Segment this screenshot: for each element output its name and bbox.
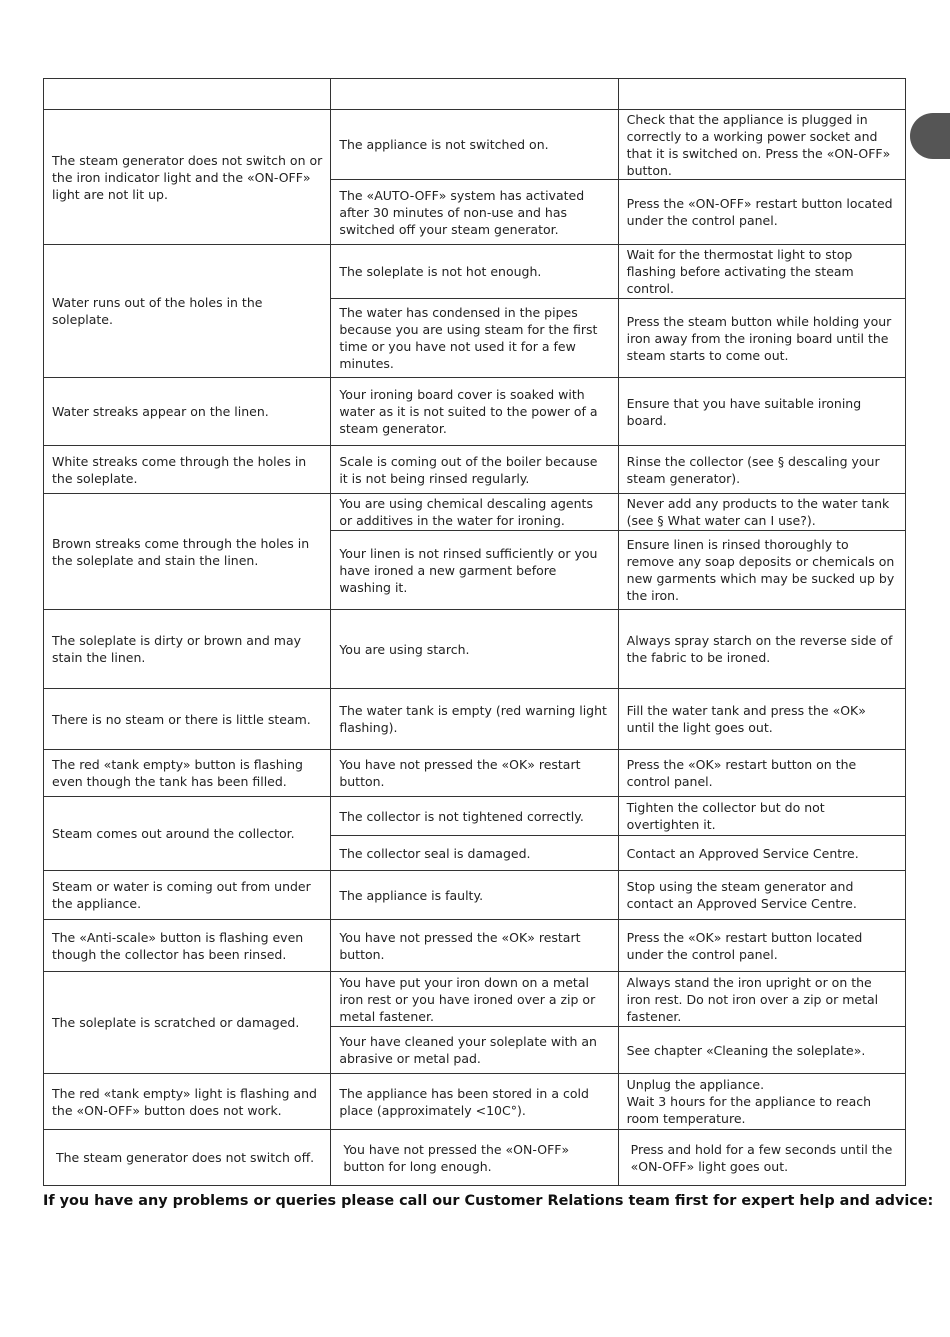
- problem-cell: The steam generator does not switch off.: [44, 1130, 331, 1186]
- solution-cell: Tighten the collector but do not overtighten it.: [618, 797, 905, 836]
- cause-cell: You have not pressed the «OK» restart button.: [331, 920, 618, 972]
- solution-cell: Always spray starch on the reverse side of the fabric to be ironed.: [618, 610, 905, 689]
- table-row: [44, 920, 906, 972]
- solution-cell: Press the «OK» restart button located under the control panel.: [618, 920, 905, 972]
- table-row: [44, 446, 906, 494]
- problem-cell: There is no steam or there is little steam.: [44, 689, 331, 750]
- problem-cell: The red «tank empty» light is flashing and the «ON-OFF» button does not work.: [44, 1074, 331, 1130]
- section-tab-marker: [910, 113, 950, 159]
- table-header-row: [44, 79, 906, 110]
- solution-cell: Press and hold for a few seconds until the «ON-OFF» light goes out.: [618, 1130, 905, 1186]
- table-row: [44, 610, 906, 689]
- cause-cell: The appliance is faulty.: [331, 871, 618, 920]
- problem-cell: The red «tank empty» button is flashing even though the tank has been filled.: [44, 750, 331, 797]
- customer-relations-note: If you have any problems or queries please call our Customer Relations team first for expert help and advice:: [43, 1193, 934, 1209]
- cause-cell: You are using chemical descaling agents or additives in the water for ironing.: [331, 494, 618, 531]
- problem-cell: The «Anti-scale» button is flashing even though the collector has been rinsed.: [44, 920, 331, 972]
- cause-cell: You have not pressed the «OK» restart button.: [331, 750, 618, 797]
- table-row: [44, 1130, 906, 1186]
- problem-cell: Water streaks appear on the linen.: [44, 378, 331, 446]
- header-solution: [618, 79, 905, 110]
- problem-cell: The soleplate is scratched or damaged.: [44, 972, 331, 1074]
- solution-cell: Never add any products to the water tank (see § What water can I use?).: [618, 494, 905, 531]
- cause-cell: The «AUTO-OFF» system has activated after 30 minutes of non-use and has switched off your steam generator.: [331, 180, 618, 245]
- cause-cell: Your linen is not rinsed sufficiently or you have ironed a new garment before washing it.: [331, 531, 618, 610]
- solution-cell: Contact an Approved Service Centre.: [618, 836, 905, 871]
- solution-cell: See chapter «Cleaning the soleplate».: [618, 1027, 905, 1074]
- cause-cell: Scale is coming out of the boiler because it is not being rinsed regularly.: [331, 446, 618, 494]
- table-row: [44, 797, 906, 836]
- problem-cell: Brown streaks come through the holes in the soleplate and stain the linen.: [44, 494, 331, 610]
- solution-cell: Press the steam button while holding your iron away from the ironing board until the steam starts to come out.: [618, 299, 905, 378]
- solution-cell: Press the «ON-OFF» restart button located under the control panel.: [618, 180, 905, 245]
- troubleshooting-table: [43, 78, 906, 1186]
- problem-cell: The steam generator does not switch on or the iron indicator light and the «ON-OFF» light are not lit up.: [44, 110, 331, 245]
- table-row: [44, 750, 906, 797]
- table-row: [44, 871, 906, 920]
- cause-cell: You have put your iron down on a metal iron rest or you have ironed over a zip or metal fastener.: [331, 972, 618, 1027]
- solution-cell: Rinse the collector (see § descaling your steam generator).: [618, 446, 905, 494]
- table-row: [44, 689, 906, 750]
- cause-cell: You are using starch.: [331, 610, 618, 689]
- problem-cell: Steam comes out around the collector.: [44, 797, 331, 871]
- solution-cell: Check that the appliance is plugged in correctly to a working power socket and that it is switched on. Press the «ON-OFF» button.: [618, 110, 905, 180]
- header-problem: [44, 79, 331, 110]
- cause-cell: The appliance has been stored in a cold place (approximately <10C°).: [331, 1074, 618, 1130]
- table-row: [44, 494, 906, 531]
- table-row: [44, 972, 906, 1027]
- problem-cell: The soleplate is dirty or brown and may stain the linen.: [44, 610, 331, 689]
- cause-cell: Your have cleaned your soleplate with an abrasive or metal pad.: [331, 1027, 618, 1074]
- cause-cell: Your ironing board cover is soaked with water as it is not suited to the power of a steam generator.: [331, 378, 618, 446]
- problem-cell: White streaks come through the holes in the soleplate.: [44, 446, 331, 494]
- solution-cell: Ensure that you have suitable ironing board.: [618, 378, 905, 446]
- problem-cell: Water runs out of the holes in the soleplate.: [44, 245, 331, 378]
- solution-cell: Stop using the steam generator and contact an Approved Service Centre.: [618, 871, 905, 920]
- problem-cell: Steam or water is coming out from under the appliance.: [44, 871, 331, 920]
- table-row: [44, 110, 906, 180]
- cause-cell: The appliance is not switched on.: [331, 110, 618, 180]
- cause-cell: The water has condensed in the pipes because you are using steam for the first time or you have not used it for a few minutes.: [331, 299, 618, 378]
- cause-cell: You have not pressed the «ON-OFF» button for long enough.: [331, 1130, 618, 1186]
- solution-cell: Wait for the thermostat light to stop flashing before activating the steam control.: [618, 245, 905, 299]
- cause-cell: The collector seal is damaged.: [331, 836, 618, 871]
- solution-cell: Always stand the iron upright or on the iron rest. Do not iron over a zip or metal fastener.: [618, 972, 905, 1027]
- cause-cell: The collector is not tightened correctly.: [331, 797, 618, 836]
- solution-cell: Ensure linen is rinsed thoroughly to remove any soap deposits or chemicals on new garments which may be sucked up by the iron.: [618, 531, 905, 610]
- table-row: [44, 245, 906, 299]
- header-cause: [331, 79, 618, 110]
- solution-cell: Fill the water tank and press the «OK» until the light goes out.: [618, 689, 905, 750]
- table-row: [44, 1074, 906, 1130]
- table-row: [44, 378, 906, 446]
- cause-cell: The soleplate is not hot enough.: [331, 245, 618, 299]
- solution-cell: Press the «OK» restart button on the control panel.: [618, 750, 905, 797]
- cause-cell: The water tank is empty (red warning light flashing).: [331, 689, 618, 750]
- solution-cell: Unplug the appliance. Wait 3 hours for the appliance to reach room temperature.: [618, 1074, 905, 1130]
